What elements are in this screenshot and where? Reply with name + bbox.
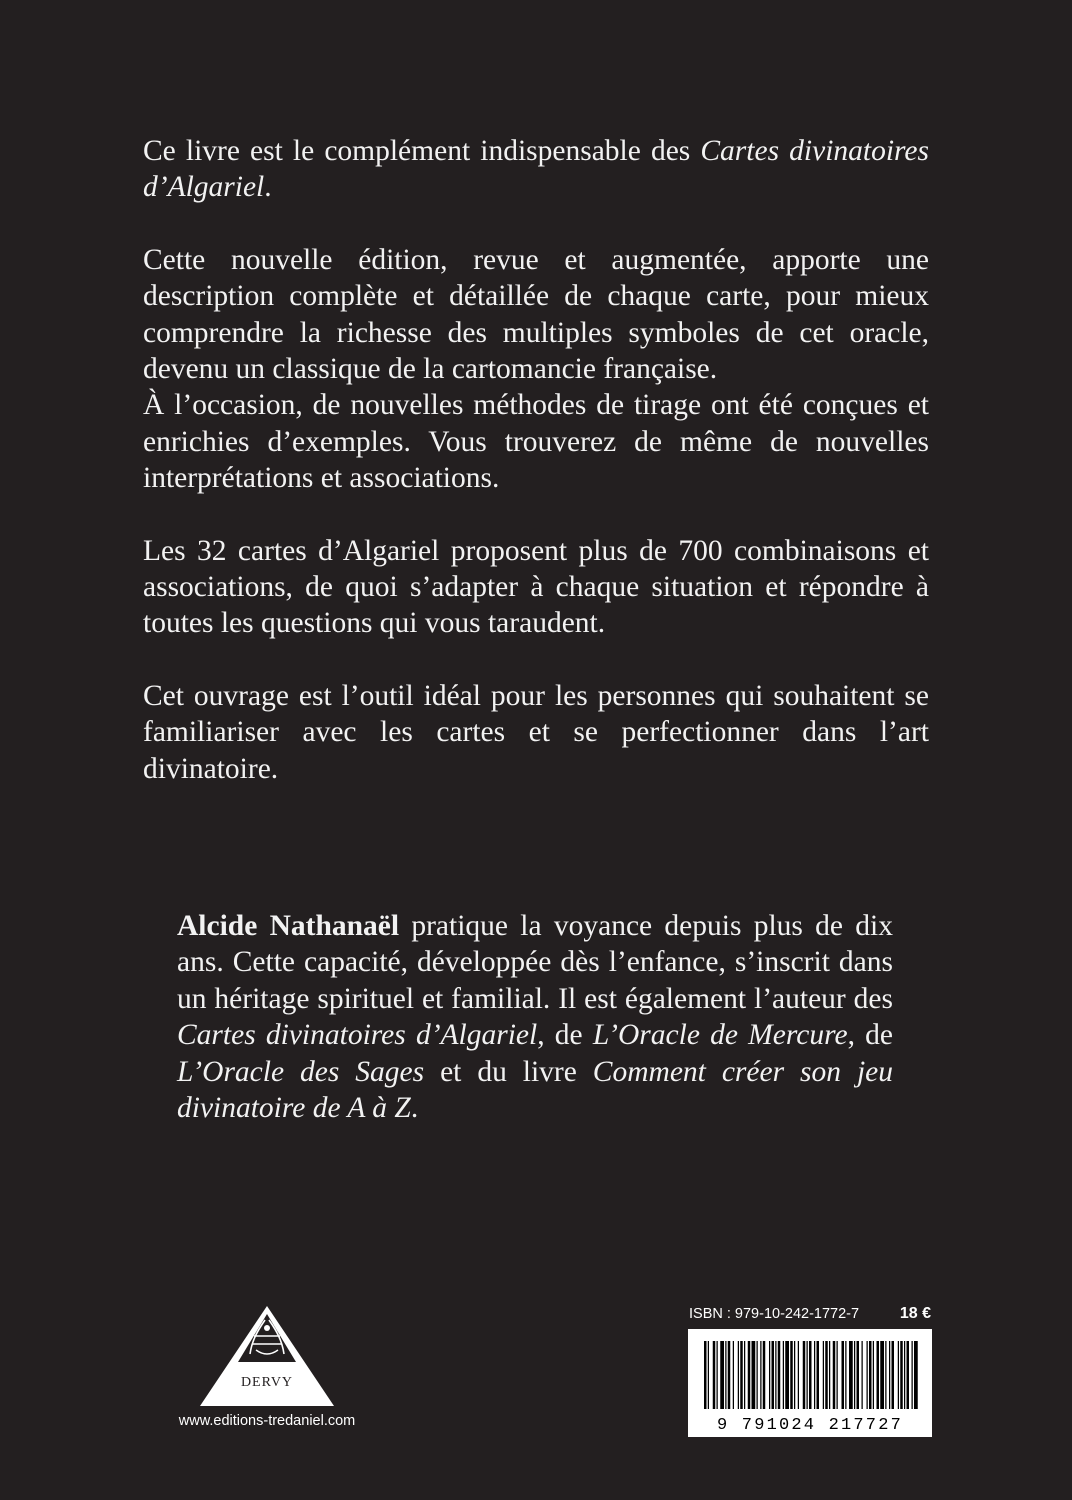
barcode-bar [809, 1341, 812, 1409]
barcode-bar [785, 1341, 789, 1409]
barcode-bar [704, 1341, 707, 1409]
barcode-bar [778, 1341, 781, 1409]
barcode-bar [833, 1341, 836, 1409]
barcode-bar [740, 1341, 743, 1409]
barcode-bar [837, 1341, 838, 1409]
barcode-bar [790, 1341, 793, 1409]
barcode-bar [775, 1341, 776, 1409]
barcode-bar [748, 1341, 751, 1409]
dervy-pyramid-icon [192, 1300, 342, 1410]
blurb-paragraph-1: Ce livre est le complément indispensable des Cartes divinatoires d’Algariel. [143, 135, 929, 204]
back-cover-blurb [143, 133, 929, 787]
barcode [688, 1329, 932, 1437]
barcode-bar [889, 1341, 890, 1409]
barcode-bar [842, 1341, 845, 1409]
barcode-bar [760, 1341, 761, 1409]
barcode-bar [772, 1341, 775, 1409]
barcode-bar [823, 1341, 824, 1409]
barcode-bar [857, 1341, 860, 1409]
barcode-bar [738, 1341, 739, 1409]
barcode-bar [814, 1341, 815, 1409]
price-label: 18 € [899, 1305, 931, 1322]
author-work-1: Cartes divinatoires d’Algariel [177, 1019, 538, 1052]
barcode-bar [728, 1341, 731, 1409]
barcode-bar [914, 1341, 918, 1409]
barcode-bar [708, 1341, 709, 1409]
barcode-bar [817, 1341, 820, 1409]
barcode-bar [849, 1341, 853, 1409]
barcode-digits: 9 791024 217727 [716, 1416, 904, 1435]
isbn-price-line [689, 1305, 931, 1323]
logo-text: DERVY [240, 1375, 294, 1390]
barcode-bar [892, 1341, 895, 1409]
barcode-bar [867, 1341, 868, 1409]
barcode-bar [904, 1341, 905, 1409]
barcode-bar [854, 1341, 855, 1409]
barcode-bar [794, 1341, 795, 1409]
dervy-logo [192, 1300, 342, 1410]
barcode-bar [798, 1341, 799, 1409]
barcode-bar [845, 1341, 846, 1409]
author-name: Alcide Nathanaël [177, 910, 400, 942]
barcode-bar [757, 1341, 758, 1409]
barcode-bar [803, 1341, 806, 1409]
barcode-bar [763, 1341, 766, 1409]
book-title-reference: Cartes divinatoires d’Algariel [143, 135, 929, 204]
author-work-3: L’Oracle des Sages [177, 1055, 425, 1088]
barcode-bar [713, 1341, 716, 1409]
isbn-label: ISBN : 979-10-242-1772-7 [689, 1306, 860, 1322]
barcode-bar [880, 1341, 884, 1409]
barcode-bar [869, 1341, 872, 1409]
barcode-bar [900, 1341, 903, 1409]
barcode-bar [752, 1341, 756, 1409]
publisher-website: www.editions-tredaniel.com [178, 1413, 356, 1429]
barcode-bar [862, 1341, 863, 1409]
blurb-paragraph-5: Cet ouvrage est l’outil idéal pour les personnes qui souhaitent se familiariser avec les cartes et se perfectionner dans l’art divinatoire. [143, 679, 929, 785]
blurb-paragraph-3: À l’occasion, de nouvelles méthodes de tirage ont été conçues et enrichies d’exemples. Vous trouverez de même de nouvelles interprétations et associations. [143, 389, 929, 495]
barcode-bar [829, 1341, 830, 1409]
barcode-bar [807, 1341, 808, 1409]
barcode-bar [744, 1341, 745, 1409]
barcode-bar [725, 1341, 726, 1409]
barcode-graphic [690, 1331, 930, 1435]
barcode-bar [720, 1341, 724, 1409]
barcode-bar [717, 1341, 718, 1409]
barcode-bar [825, 1341, 828, 1409]
barcode-bar [877, 1341, 880, 1409]
barcode-bar [885, 1341, 886, 1409]
barcode-bar [873, 1341, 874, 1409]
barcode-bar [769, 1341, 770, 1409]
barcode-bar [907, 1341, 910, 1409]
barcode-bar [733, 1341, 734, 1409]
blurb-paragraph-2: Cette nouvelle édition, revue et augmentée, apporte une description complète et détaillée de chaque carte, pour mieux comprendre la richesse des multiples symboles de cet oracle, devenu un classique de la cartomancie française. [143, 243, 929, 386]
barcode-bar [912, 1341, 913, 1409]
barcode-bar [898, 1341, 899, 1409]
author-work-2: L’Oracle de Mercure [592, 1019, 848, 1052]
author-bio: Alcide Nathanaël pratique la voyance depuis plus de dix ans. Cette capacité, développée dès l’enfance, s’inscrit dans un héritage spirituel et familial. Il est également l’auteur des Cartes divinatoires d’Algariel, de L’Oracle de Mercure, de L’Oracle des Sages et du livre Comment créer son jeu divinatoire de A à Z. [177, 910, 893, 1125]
blurb-paragraph-4: Les 32 cartes d’Algariel proposent plus de 700 combinaisons et associations, de quoi s’adapter à chaque situation et répondre à toutes les questions qui vous taraudent. [143, 534, 929, 640]
barcode-bar [783, 1341, 784, 1409]
author-work-4: Comment créer son jeu divinatoire de A à Z [177, 1055, 893, 1125]
